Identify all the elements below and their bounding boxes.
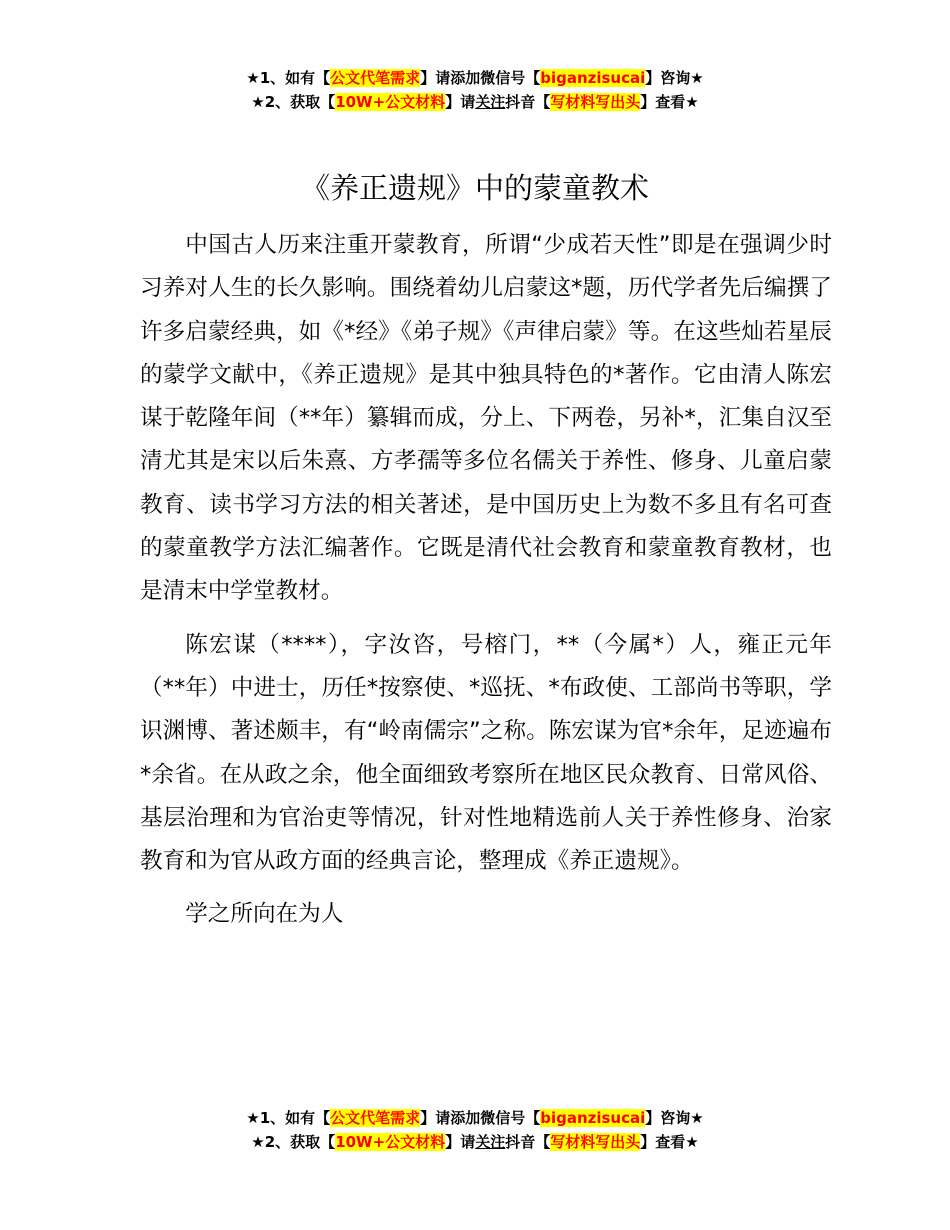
header-banner-line-1 (0, 66, 950, 90)
paragraph: 中国古人历来注重开蒙教育，所谓“少成若天性”即是在强调少时习养对人生的长久影响。围绕着幼儿启蒙这*题，历代学者先后编撰了许多启蒙经典，如《*经》《弟子规》《声律启蒙》等。在这些灿若星辰的蒙学文献中，《养正遗规》是其中独具特色的*著作。它由清人陈宏谋于乾隆年间（**年）纂辑而成，分上、下两卷，另补*，汇集自汉至清尤其是宋以后朱熹、方孝孺等多位名儒关于养性、修身、儿童启蒙教育、读书学习方法的相关著述，是中国历史上为数不多且有名可查的蒙童教学方法汇编著作。它既是清代社会教育和蒙童教育教材，也是清末中学堂教材。 (140, 232, 832, 605)
banner-text: 抖音【 (505, 1133, 551, 1151)
banner-text: 】请 (445, 93, 476, 111)
banner-highlight: 10W+公文材料 (335, 93, 446, 111)
banner-text: 抖音【 (505, 93, 551, 111)
banner-text: ★2、获取【 (251, 93, 336, 111)
header-banner (0, 66, 950, 114)
banner-highlight: 公文代笔需求 (330, 1109, 421, 1127)
banner-text: ★1、如有【 (246, 69, 331, 87)
banner-underlined: 关注 (475, 1133, 506, 1151)
banner-text: 】请添加微信号【 (420, 69, 541, 87)
banner-text: 】请 (445, 1133, 476, 1151)
wechat-id-highlight: biganzisucai (540, 1109, 646, 1127)
banner-text: 】请添加微信号【 (420, 1109, 541, 1127)
footer-banner-line-2 (0, 1130, 950, 1154)
banner-text: 】咨询★ (645, 69, 704, 87)
wechat-id-highlight: biganzisucai (540, 69, 646, 87)
banner-highlight: 写材料写出头 (550, 1133, 641, 1151)
banner-highlight: 写材料写出头 (550, 93, 641, 111)
document-body (140, 224, 832, 947)
footer-banner-line-1 (0, 1106, 950, 1130)
banner-text: 】查看★ (640, 93, 699, 111)
banner-underlined: 关注 (475, 93, 506, 111)
section-heading: 学之所向在为人 (185, 901, 344, 928)
banner-highlight: 10W+公文材料 (335, 1133, 446, 1151)
paragraph: 陈宏谋（****），字汝咨，号榕门，**（今属*）人，雍正元年（**年）中进士，历任*按察使、*巡抚、*布政使、工部尚书等职，学识渊博、著述颇丰，有“岭南儒宗”之称。陈宏谋为官*余年，足迹遍布*余省。在从政之余，他全面细致考察所在地区民众教育、日常风俗、基层治理和为官治吏等情况，针对性地精选前人关于养性修身、治家教育和为官从政方面的经典言论，整理成《养正遗规》。 (140, 631, 832, 875)
document-title: 《养正遗规》中的蒙童教术 (300, 171, 649, 205)
banner-text: ★1、如有【 (246, 1109, 331, 1127)
banner-text: 】查看★ (640, 1133, 699, 1151)
footer-banner (0, 1106, 950, 1154)
banner-text: 】咨询★ (645, 1109, 704, 1127)
header-banner-line-2 (0, 90, 950, 114)
banner-text: ★2、获取【 (251, 1133, 336, 1151)
banner-highlight: 公文代笔需求 (330, 69, 421, 87)
